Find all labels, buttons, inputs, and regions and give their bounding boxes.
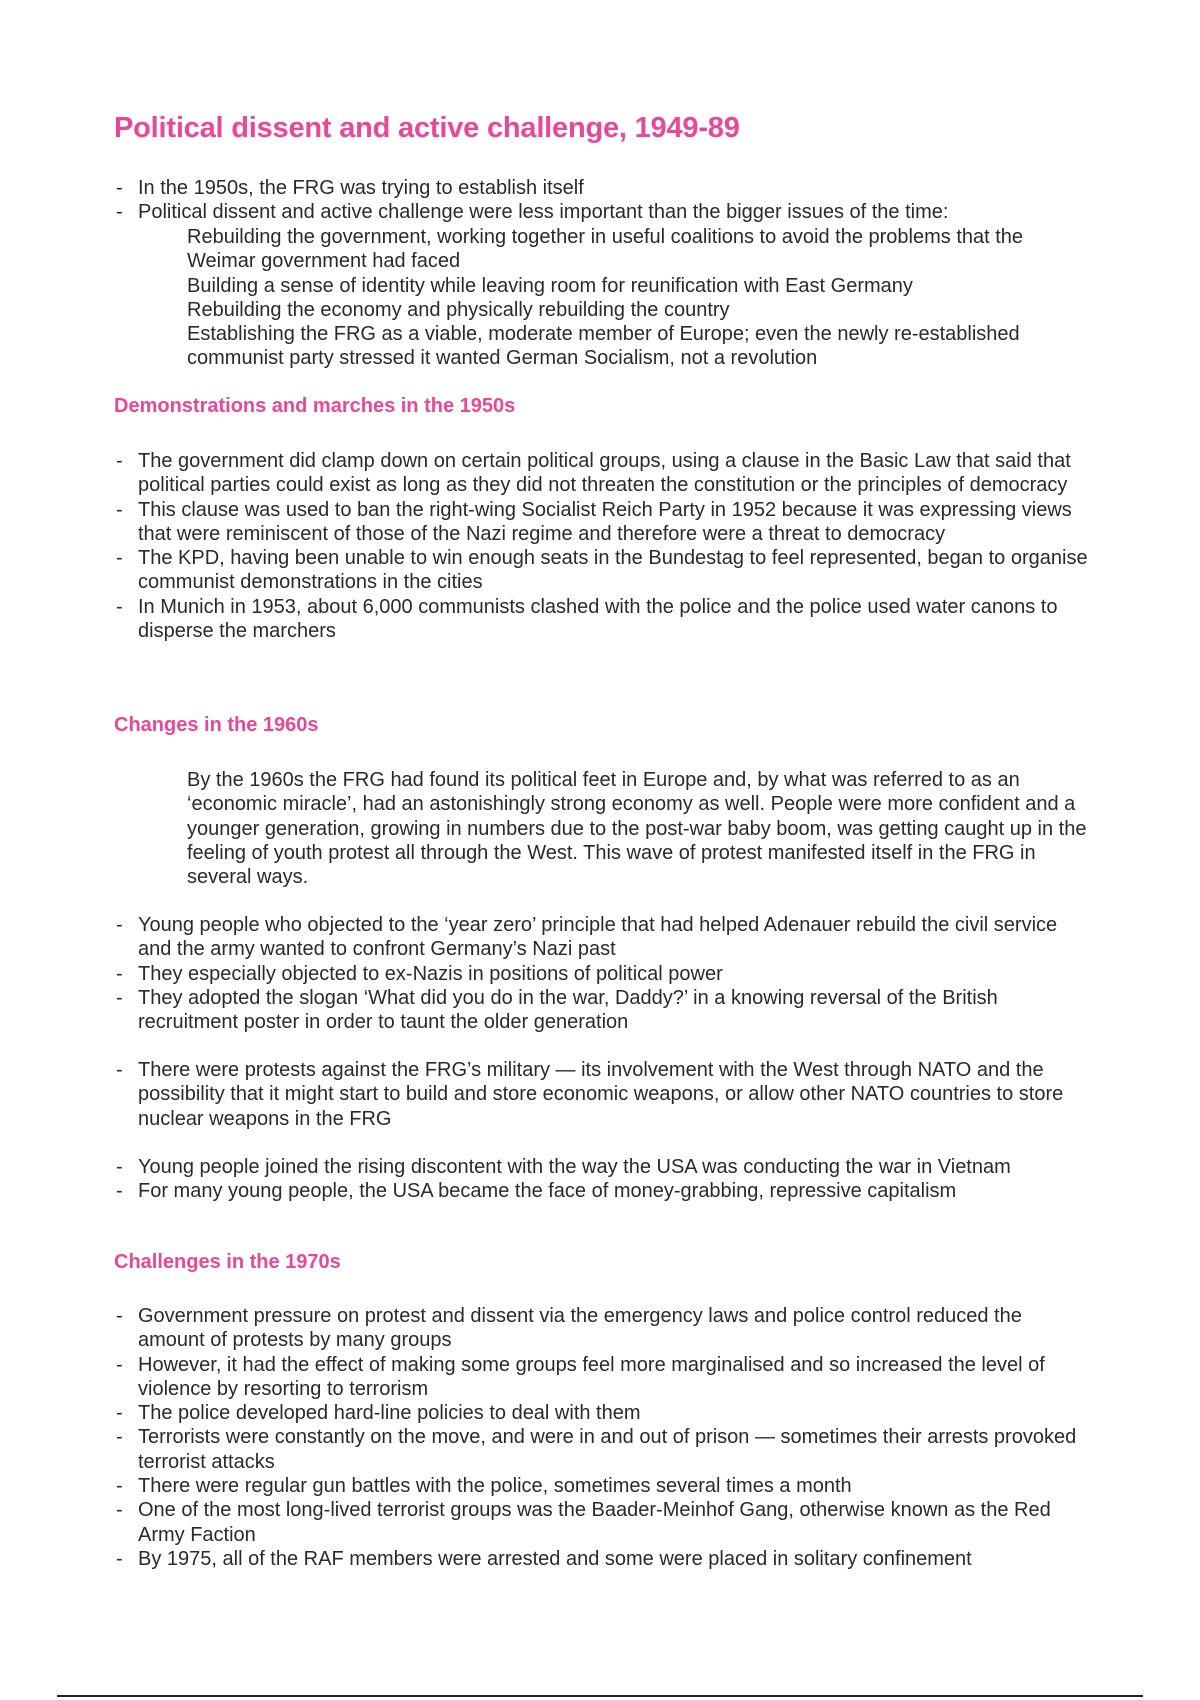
list-item: - By 1975, all of the RAF members were arrested and some were placed in solitary confinement — [114, 1547, 1094, 1571]
footer-rule — [57, 1695, 1143, 1697]
list-item: - However, it had the effect of making some groups feel more marginalised and so increased the level of violence by resorting to terrorism — [114, 1353, 1094, 1402]
list-item: - Young people joined the rising discontent with the way the USA was conducting the war in Vietnam — [114, 1155, 1094, 1179]
list-item: - The KPD, having been unable to win enough seats in the Bundestag to feel represented, began to organise communist demonstrations in the cities — [114, 546, 1094, 595]
list-item: - The government did clamp down on certain political groups, using a clause in the Basic Law that said that political parties could exist as long as they did not threaten the constitution or the principles of democracy — [114, 449, 1094, 498]
intro-bullet-list — [114, 176, 1094, 225]
section-heading-1950s: Demonstrations and marches in the 1950s — [114, 395, 516, 417]
bullet-list-1950s — [114, 449, 1094, 643]
list-item: - Political dissent and active challenge were less important than the bigger issues of the time: — [114, 200, 1094, 224]
bullet-list-1970s — [114, 1304, 1094, 1571]
bullet-list-1960s-group-1 — [114, 913, 1094, 1034]
intro-sub-list — [187, 225, 1087, 371]
list-item: Rebuilding the government, working together in useful coalitions to avoid the problems that the Weimar government had faced — [187, 226, 1024, 273]
list-item: - In Munich in 1953, about 6,000 communists clashed with the police and the police used water canons to disperse the marchers — [114, 595, 1094, 644]
list-item: Establishing the FRG as a viable, moderate member of Europe; even the newly re-established communist party stressed it wanted German Socialism, not a revolution — [187, 323, 1020, 370]
list-item: - In the 1950s, the FRG was trying to establish itself — [114, 176, 1094, 200]
list-item: Rebuilding the economy and physically rebuilding the country — [187, 298, 730, 321]
list-item: - They adopted the slogan ‘What did you do in the war, Daddy?’ in a knowing reversal of the British recruitment poster in order to taunt the older generation — [114, 986, 1094, 1035]
list-item: - For many young people, the USA became the face of money-grabbing, repressive capitalism — [114, 1179, 1094, 1203]
list-item: - They especially objected to ex-Nazis in positions of political power — [114, 962, 1094, 986]
list-item: - One of the most long-lived terrorist groups was the Baader-Meinhof Gang, otherwise known as the Red Army Faction — [114, 1498, 1094, 1547]
list-item: - Government pressure on protest and dissent via the emergency laws and police control reduced the amount of protests by many groups — [114, 1304, 1094, 1353]
list-item: - Terrorists were constantly on the move, and were in and out of prison — sometimes their arrests provoked terrorist attacks — [114, 1425, 1094, 1474]
list-item: - The police developed hard-line policies to deal with them — [114, 1401, 1094, 1425]
paragraph-1960s: By the 1960s the FRG had found its political feet in Europe and, by what was referred to as an ‘economic miracle’, had an astonishingly strong economy as well. People were more confident and a younger generation, growing in numbers due to the post-war baby boom, was getting caught up in the feeling of youth protest all through the West. This wave of protest manifested itself in the FRG in several ways. — [187, 769, 1087, 889]
list-item: - There were regular gun battles with the police, sometimes several times a month — [114, 1474, 1094, 1498]
list-item: - This clause was used to ban the right-wing Socialist Reich Party in 1952 because it was expressing views that were reminiscent of those of the Nazi regime and therefore were a threat to democracy — [114, 498, 1094, 547]
section-heading-1960s: Changes in the 1960s — [114, 714, 319, 736]
page-title: Political dissent and active challenge, 1949-89 — [114, 112, 740, 144]
list-item: - There were protests against the FRG’s military — its involvement with the West through NATO and the possibility that it might start to build and store economic weapons, or allow other NATO countries to store nuclear weapons in the FRG — [114, 1058, 1094, 1131]
list-item: - Young people who objected to the ‘year zero’ principle that had helped Adenauer rebuild the civil service and the army wanted to confront Germany’s Nazi past — [114, 913, 1094, 962]
bullet-list-1960s-group-3 — [114, 1155, 1094, 1204]
list-item: Building a sense of identity while leaving room for reunification with East Germany — [187, 274, 913, 297]
section-heading-1970s: Challenges in the 1970s — [114, 1251, 341, 1273]
bullet-list-1960s-group-2 — [114, 1058, 1094, 1131]
